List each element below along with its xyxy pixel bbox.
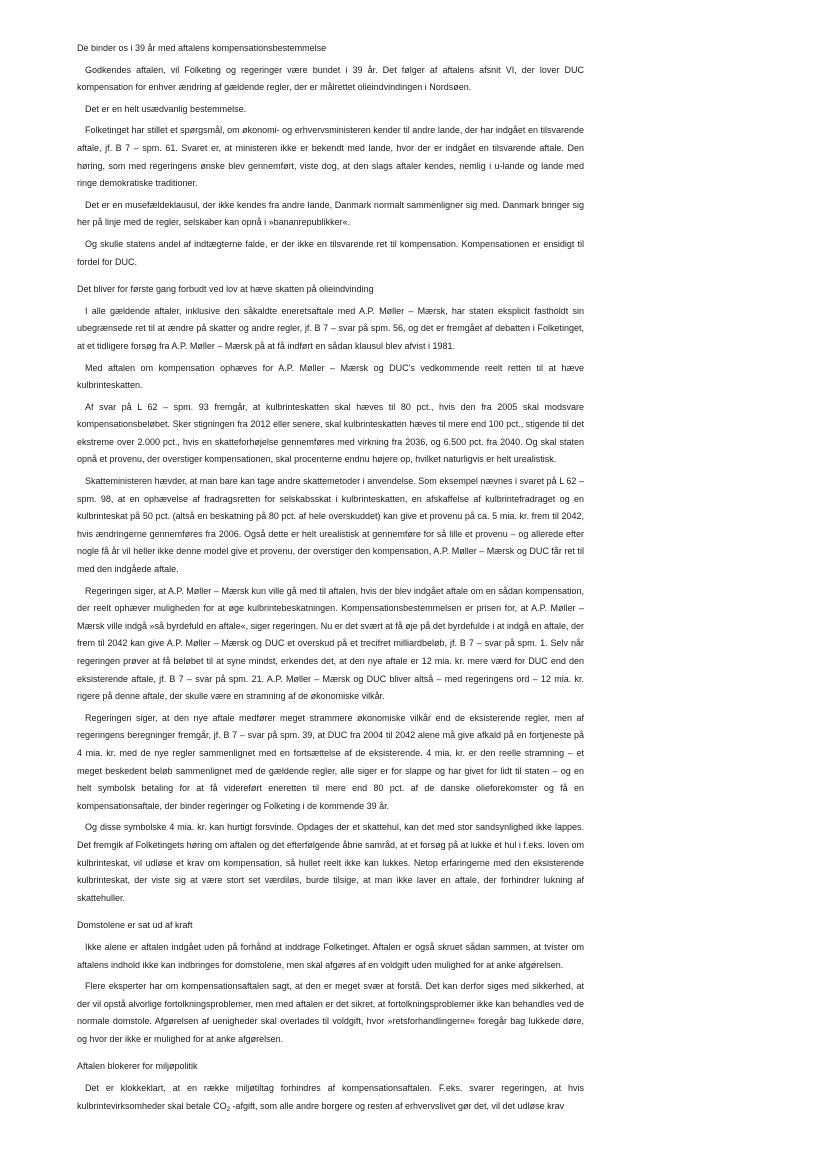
- subscript: 2: [226, 1106, 230, 1113]
- paragraph: Skatteministeren hævder, at man bare kan tage andre skattemetoder i anvendelse. Som eksempel nævnes i svaret på L 62 – spm. 98, at en ophævelse af fradragsretten for selskabsskat i kulbrinteskatten, en afskaffelse af kulbrintefradraget og en kulbrinteskat på 50 pct. (altså en beskatning på 80 pct. af hele overskuddet) kan give et provenu på ca. 5 mia. kr. frem til 2042, hvis ændringerne gennemføres fra 2006. Også dette er helt urealistisk at gennemføre for så lille et provenu – og allerede efter nogle få år vil heller ikke denne model give et provenu, der overstiger den kompensation, A.P. Møller – Mærsk og DUC får ret til med den indgåede aftale.: [77, 476, 584, 575]
- paragraph: Og skulle statens andel af indtægterne falde, er der ikke en tilsvarende ret til kompensation. Kompensationen er ensidigt til fordel for DUC.: [77, 238, 584, 267]
- paragraph: Det er en musefældeklausul, der ikke kendes fra andre lande, Danmark normalt sammenligner sig med. Danmark bringer sig her på linje med de regler, selskaber kan opnå i »bananrepublikker«.: [77, 199, 584, 228]
- paragraph: Regeringen siger, at A.P. Møller – Mærsk kun ville gå med til aftalen, hvis der blev indgået aftale om en sådan kompensation, der reelt ophæver muligheden for at øge kulbrintebeskatningen. Kompensationsbestemmelsen er prisen for, at A.P. Møller – Mærsk ville indgå »så byrdefuld en aftale«, siger regeringen. Nu er det svært at få øje på det byrdefulde i at indgå en aftale, der frem til 2042 kan give A.P. Møller – Mærsk og DUC et overskud på et trecifret milliardbeløb, jf. B 7 – svar på spm. 1. Selv når regeringen prøver at få beløbet til at syne mindst, erkendes det, at den nye aftale er 12 mia. kr. mere værd for DUC end den eksisterende aftale, jf. B 7 – svar på spm. 21. A.P. Møller – Mærsk og DUC bliver altså – med regeringens ord – 12 mia. kr. rigere på denne aftale, der skulle være en stramning af de økonomiske vilkår.: [77, 585, 584, 702]
- section-heading: Domstolene er sat ud af kraft: [77, 920, 193, 931]
- section-binding: [77, 40, 584, 271]
- section-heading: De binder os i 39 år med aftalens kompensationsbestemmelse: [77, 43, 327, 53]
- paragraph-text: -afgift, som alle andre borgere og resten af erhvervslivet gør det, vil det udløse krav: [232, 1100, 565, 1111]
- paragraph: Af svar på L 62 – spm. 93 fremgår, at kulbrinteskatten skal hæves til 80 pct., hvis den fra 2005 skal modsvare kompensationsbeløbet. Sker stigningen fra 2012 eller senere, skal kulbrinteskatten hæves til mere end 100 pct., stigende til det ekstreme over 2.000 pct., hvis en skatteforhøjelse gennemføres med virkning fra 2036, og 6.500 pct. fra 2040. Og skal staten opnå et provenu, der overstiger kompensationen, skal procenterne endnu højere op, hvilket naturligvis er helt urealistisk.: [77, 401, 584, 465]
- paragraph: I alle gældende aftaler, inklusive den såkaldte eneretsaftale med A.P. Møller – Mærsk, har staten eksplicit fastholdt sin ubegrænsede ret til at ændre på skatter og andre regler, jf. B 7 – svar på spm. 56, og det er fremgået af debatten i Folketinget, at et tidligere forsøg fra A.P. Møller – Mærsk på at få indført en sådan klausul blev afvist i 1981.: [77, 305, 584, 351]
- paragraph: Folketinget har stillet et spørgsmål, om økonomi- og erhvervsministeren kender til andre lande, der har indgået en tilsvarende aftale, jf. B 7 – spm. 61. Svaret er, at ministeren ikke er bekendt med lande, hvor der er indgået en tilsvarende aftale. Den høring, som med regeringens ønske blev gennemført, viste dog, at den slags aftaler kendes, nemlig i u-lande og lande med ringe demokratiske traditioner.: [77, 125, 584, 189]
- paragraph: Regeringen siger, at den nye aftale medfører meget strammere økonomiske vilkår end de eksisterende regler, men af regeringens beregninger fremgår, jf. B 7 – svar på spm. 39, at DUC fra 2004 til 2042 alene må give afkald på en fortjeneste på 4 mia. kr. med de nye regler sammenlignet med en fortsættelse af de eksisterende. 4 mia. kr. er den reelle stramning – et meget beskedent beløb sammenlignet med de gældende regler, alle siger er for slappe og har givet for lidt til staten – og en helt symbolsk betaling for at få videreført eneretten til mere end 80 pct. af de danske olieforekomster og få en kompensationsaftale, der binder regeringer og Folketing i de kommende 39 år.: [77, 712, 584, 811]
- paragraph: Det er en helt usædvanlig bestemmelse.: [85, 103, 247, 114]
- paragraph-text: Det er klokkeklart, at en række miljøtiltag forhindres af kompensationsaftalen. F.eks. svarer regeringen, at hvis kulbrintevirksomheder skal betale CO: [77, 1083, 584, 1111]
- document-page: [77, 40, 584, 1129]
- section-tax-ban: [77, 281, 584, 907]
- paragraph: [77, 1080, 584, 1119]
- paragraph: Og disse symbolske 4 mia. kr. kan hurtigt forsvinde. Opdages der et skattehul, kan det med stor sandsynlighed ikke lappes. Det fremgik af Folketingets høring om aftalen og det efterfølgende åbne samråd, at et forsøg på at lukke et hul i f.eks. loven om kulbrinteskat, vil udløse et krav om kompensation, så hullet reelt ikke kan lukkes. Netop erfaringerne med den eksisterende kulbrinteskat, der viste sig at være stort set værdiløs, burde tilsige, at man ikke laver en aftale, der forhindrer lukning af skattehuller.: [77, 822, 584, 903]
- section-courts: [77, 917, 584, 1048]
- section-heading: Det bliver for første gang forbudt ved lov at hæve skatten på olieindvinding: [77, 284, 374, 295]
- paragraph: Med aftalen om kompensation ophæves for A.P. Møller – Mærsk og DUC's vedkommende reelt retten til at hæve kulbrinteskatten.: [77, 362, 584, 391]
- paragraph: Ikke alene er aftalen indgået uden på forhånd at inddrage Folketinget. Aftalen er også skruet sådan sammen, at tvister om aftalens indhold ikke kan indbringes for domstolene, men skal afgøres af en voldgift uden mulighed for at anke afgørelsen.: [77, 941, 584, 970]
- section-environment: [77, 1058, 584, 1119]
- paragraph: Flere eksperter har om kompensationsaftalen sagt, at den er meget svær at forstå. Det kan derfor siges med sikkerhed, at der vil opstå alvorlige fortolkningsproblemer, men med aftalen er det sikret, at fortolkningsproblemer ikke kan behandles ved de normale domstole. Afgørelsen af uenigheder skal overlades til voldgift, hvor »retsforhandlingerne« foregår bag lukkede døre, og hvor der ikke er mulighed for at anke afgørelsen.: [77, 981, 584, 1044]
- paragraph: Godkendes aftalen, vil Folketing og regeringer være bundet i 39 år. Det følger af aftalens afsnit VI, der lover DUC kompensation for enhver ændring af gældende regler, der er målrettet olieindvindingen i Nordsøen.: [77, 64, 584, 93]
- section-heading: Aftalen blokerer for miljøpolitik: [77, 1061, 198, 1072]
